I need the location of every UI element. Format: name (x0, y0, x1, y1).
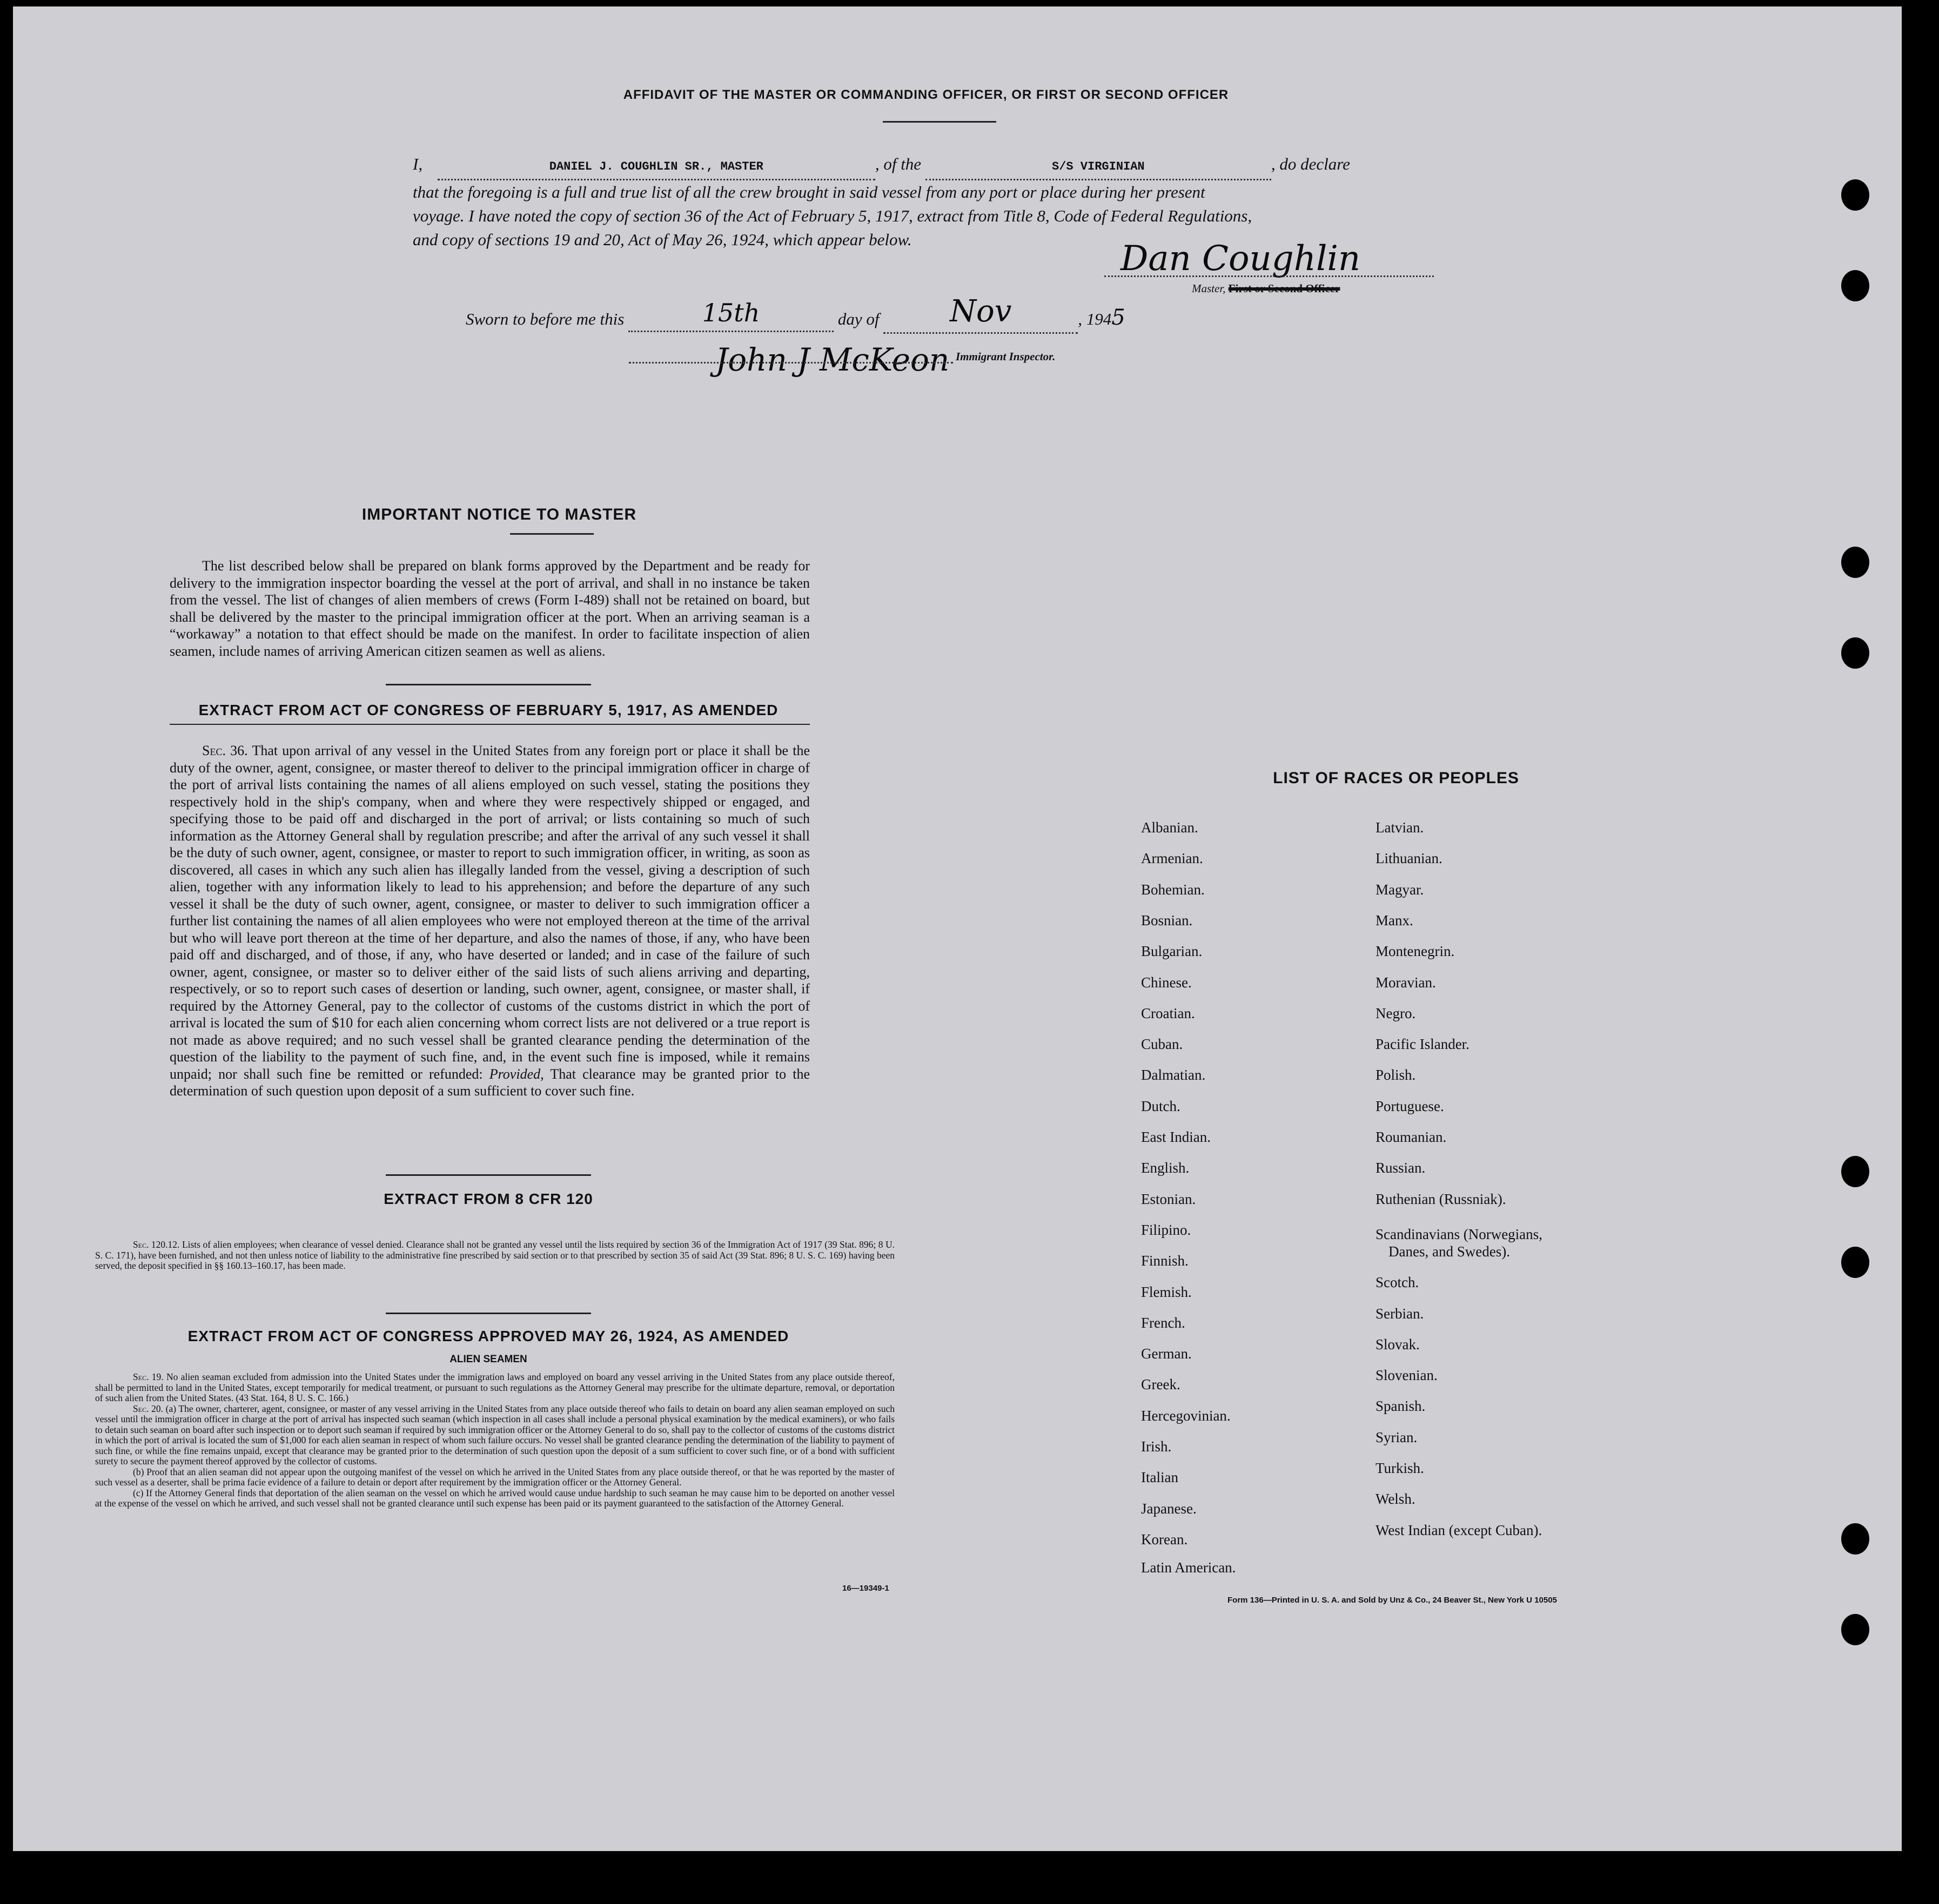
race-item: Syrian. (1376, 1429, 1418, 1445)
master-caption (1192, 282, 1340, 295)
sworn-day: 15th (702, 298, 760, 327)
race-item: Latin American. (1141, 1559, 1236, 1576)
race-item: Italian (1141, 1469, 1178, 1486)
race-item: Roumanian. (1376, 1129, 1447, 1145)
sworn-year-digit: 5 (1111, 305, 1125, 330)
affidavit-line-3: voyage. I have noted the copy of section 36 of the Act of February 5, 1917, extract from Title 8, Code of Federal Regulations, (413, 206, 1252, 225)
sec-19 (95, 1372, 895, 1404)
sec-36-label: Sec. 36. (202, 743, 248, 758)
sworn-label: Sworn to before me this (466, 310, 625, 328)
alien-seamen-subtitle: ALIEN SEAMEN (449, 1354, 527, 1365)
sec-19-label: Sec. 19. (133, 1371, 164, 1382)
race-item: Bosnian. (1141, 912, 1193, 929)
race-item: French. (1141, 1314, 1185, 1331)
affidavit-line-4: and copy of sections 19 and 20, Act of May 26, 1924, which appear below. (413, 230, 912, 249)
race-item: Latvian. (1376, 819, 1424, 836)
vessel-name: S/S VIRGINIAN (1052, 160, 1145, 173)
race-item: Hercegovinian. (1141, 1407, 1231, 1424)
race-item: Spanish. (1376, 1398, 1426, 1415)
divider (883, 121, 996, 123)
sworn-month: Nov (950, 294, 1012, 329)
race-item: Manx. (1376, 912, 1413, 929)
race-item: German. (1141, 1345, 1192, 1362)
race-item: Lithuanian. (1376, 850, 1442, 867)
race-item: Moravian. (1376, 974, 1436, 991)
races-title: LIST OF RACES OR PEOPLES (1273, 769, 1519, 787)
sec-20c: (c) If the Attorney General finds that deportation of the alien seaman on the vessel on which he arrived would cause undue hardship to such seaman he may cause him to be deported on another vessel at the expense of the vessel on which he arrived, and such vessel shall not be granted clearance until such expense has been paid or its payment guaranteed to the satisfaction of the Attorney General. (95, 1487, 895, 1509)
extract-1917-title: EXTRACT FROM ACT OF CONGRESS OF FEBRUARY 5, 1917, AS AMENDED (198, 702, 779, 718)
punch-hole (1841, 1156, 1869, 1187)
master-caption-text: Master, (1192, 282, 1226, 295)
race-item: Flemish. (1141, 1283, 1192, 1300)
punch-hole (1841, 270, 1869, 301)
form-footer: Form 136—Printed in U. S. A. and Sold by Unz & Co., 24 Beaver St., New York U 10505 (1227, 1596, 1557, 1605)
race-item: Ruthenian (Russniak). (1376, 1190, 1506, 1207)
cfr-text (95, 1240, 895, 1271)
race-item: Slovak. (1376, 1336, 1420, 1353)
inspector-signature: John J McKeon (715, 341, 950, 378)
of-the-label: , of the (875, 154, 922, 173)
punch-hole (1841, 637, 1869, 669)
print-code: 16—19349-1 (842, 1584, 889, 1593)
affidavit-line-2: that the foregoing is a full and true list of all the crew brought in said vessel from any port or place during her present (413, 183, 1205, 201)
divider (386, 684, 591, 685)
sec-20a (95, 1404, 895, 1467)
race-item: Dalmatian. (1141, 1067, 1206, 1084)
race-item: Estonian. (1141, 1190, 1196, 1207)
race-item: Danes, and Swedes). (1388, 1243, 1510, 1260)
divider (170, 724, 810, 725)
sec-120-12-label: Sec. 120.12. (133, 1239, 180, 1250)
race-item: West Indian (except Cuban). (1376, 1522, 1542, 1538)
race-item: Negro. (1376, 1005, 1416, 1021)
master-signature: Dan Coughlin (1121, 239, 1361, 279)
punch-hole (1841, 547, 1869, 578)
sec-19-body: No alien seaman excluded from admission into the United States under the immigration laws and employed on board any vessel arriving in the United States from any place outside thereof, shall be permitted to land in the United States, except temporarily for medical treatment, or pursuant to such regulations as the Attorney General may prescribe for the ultimate departure, removal, or deportation of such alien from the United States. (43 Stat. 164, 8 U. S. C. 166.) (95, 1371, 895, 1403)
affidavit-title: AFFIDAVIT OF THE MASTER OR COMMANDING OFFICER, OR FIRST OR SECOND OFFICER (623, 88, 1229, 102)
race-item: Portuguese. (1376, 1098, 1444, 1114)
race-item: Japanese. (1141, 1500, 1197, 1517)
race-item: Finnish. (1141, 1253, 1189, 1269)
notice-text (170, 557, 810, 660)
race-item: Chinese. (1141, 974, 1192, 991)
divider (510, 533, 594, 535)
race-item: Bulgarian. (1141, 943, 1203, 960)
race-item: Scotch. (1376, 1274, 1419, 1291)
race-item: Armenian. (1141, 850, 1203, 867)
race-item: Dutch. (1141, 1098, 1180, 1114)
document-page (13, 6, 1902, 1851)
inspector-signature-line (629, 362, 953, 364)
race-item: Slovenian. (1376, 1367, 1438, 1384)
punch-hole (1841, 1614, 1869, 1645)
race-item: Serbian. (1376, 1305, 1424, 1322)
extract-1917-text (170, 742, 810, 1100)
race-item: Filipino. (1141, 1221, 1191, 1238)
sec-120-12-body: Lists of alien employees; when clearance of vessel denied. Clearance shall not be granted any vessel until the lists required by section 36 of the Immigration Act of 1917 (39 Stat. 896; 8 U. S. C. 171), have been furnished, and not then unless notice of liability to the administrative fine prescribed by said section or to that prescribed by section 35 of said Act (39 Stat. 896; 8 U. S. C. 169) having been served, the deposit specified in §§ 160.13–160.17, has been made. (95, 1239, 895, 1271)
sec-20-label: Sec. 20. (133, 1403, 163, 1414)
race-item: Albanian. (1141, 819, 1198, 836)
race-item: Welsh. (1376, 1491, 1415, 1508)
race-item: Montenegrin. (1376, 943, 1455, 960)
race-item: Pacific Islander. (1376, 1036, 1470, 1053)
sec-36-end: That clearance may be granted prior to the determination of such question upon deposit of a sum sufficient to cover such fine. (170, 1066, 810, 1099)
punch-hole (1841, 1247, 1869, 1278)
race-item: Croatian. (1141, 1005, 1195, 1021)
inspector-caption: Immigrant Inspector. (956, 350, 1056, 363)
race-item: Scandinavians (Norwegians, (1376, 1226, 1542, 1242)
divider (386, 1174, 591, 1176)
race-item: Korean. (1141, 1531, 1188, 1548)
declare-label: , do declare (1271, 154, 1350, 173)
sec-36-body: That upon arrival of any vessel in the United States from any foreign port or place it shall be the duty of the owner, agent, consignee, or master thereof to deliver to the principal immigration officer in charge of the port of arrival lists containing the names of all aliens employed on such vessel, stating the positions they respectively hold in the ship's company, when and where they were respectively shipped or engaged, and specifying those to be paid off and discharged in the port of arrival; or lists containing so much of such information as the Attorney General shall by regulation prescribe; and after the arrival of any such vessel it shall be the duty of such owner, agent, consignee, or master to report to such immigration officer, in writing, as soon as discovered, all cases in which any such alien has illegally landed from the vessel, giving a description of such alien, together with any information likely to lead to his apprehension; and before the departure of any such vessel it shall be the duty of such owner, agent, consignee, or master to deliver to such immigration officer a further list containing the names of all alien employees who were not employed thereon at the time of the arrival but who will leave port thereon at the time of her departure, and also the names of those, if any, who have been paid off and discharged, and of those, if any, who have deserted or landed; and in case of the failure of such owner, agent, consignee, or master so to deliver either of the said lists of such aliens arriving and departing, respectively, or so to report such cases of desertion or landing, such owner, agent, consignee, or master shall, if required by the Attorney General, pay to the collector of customs of the customs district in which the port of arrival is located the sum of $10 for each alien concerning whom correct lists are not delivered or a true report is not made as above required; and no such vessel shall be granted clearance pending the determination of the question of the liability to the payment of such fine, and, in the event such fine is imposed, while it remains unpaid; nor shall such fine be remitted or refunded: (170, 743, 810, 1082)
provided-label: Provided, (489, 1066, 544, 1082)
race-item: Cuban. (1141, 1036, 1183, 1053)
affidavit-line-1 (413, 152, 1482, 180)
cfr-title: EXTRACT FROM 8 CFR 120 (384, 1190, 593, 1207)
affidavit-i-label: I, (413, 154, 423, 173)
punch-hole (1841, 1523, 1869, 1555)
punch-hole (1841, 179, 1869, 211)
race-item: Polish. (1376, 1067, 1416, 1084)
race-item: Magyar. (1376, 881, 1424, 898)
race-item: English. (1141, 1160, 1190, 1176)
race-item: Bohemian. (1141, 881, 1205, 898)
affidavit-statement (413, 152, 1482, 252)
sec-20b: (b) Proof that an alien seaman did not appear upon the outgoing manifest of the vessel on which he arrived in the United States from any place outside thereof, or that he was reported by the master of such vessel as a deserter, shall be prima facie evidence of a failure to detain or deport after requirement by the immigration officer or the Attorney General. (95, 1466, 895, 1488)
day-of-label: day of (837, 310, 880, 328)
sworn-year: , 194 (1078, 310, 1112, 328)
struck-officer-text: First or Second Officer (1228, 282, 1340, 295)
master-name: DANIEL J. COUGHLIN SR., MASTER (549, 160, 763, 173)
race-item: Turkish. (1376, 1460, 1424, 1476)
race-item: Irish. (1141, 1438, 1172, 1455)
sworn-line (466, 294, 1125, 334)
notice-body: The list described below shall be prepared on blank forms approved by the Department and be ready for delivery to the immigration inspector boarding the vessel at the port of arrival, and shall in no instance be taken from the vessel. The list of changes of alien members of crews (Form I-489) shall not be retained on board, but shall be delivered by the master to the principal immigration officer at the port. When an arriving seaman is a “workaway” a notation to that effect should be made on the manifest. In order to facilitate inspection of alien seamen, include names of arriving American citizen seamen as well as aliens. (170, 558, 810, 659)
race-item: Russian. (1376, 1160, 1426, 1176)
master-signature-line (1104, 275, 1434, 277)
race-item: East Indian. (1141, 1129, 1211, 1145)
extract-1924-title: EXTRACT FROM ACT OF CONGRESS APPROVED MAY 26, 1924, AS AMENDED (187, 1328, 789, 1344)
extract-1924-text (95, 1372, 895, 1509)
divider (386, 1313, 591, 1314)
sec-20a-body: (a) The owner, charterer, agent, consignee, or master of any vessel arriving in the United States from any place outside thereof who fails to detain on board any alien seaman employed on such vessel until the immigration officer in charge at the port of arrival has inspected such seaman (which inspection in all cases shall include a personal physical examination by the medical examiners), or who fails to detain such seaman on board after such inspection or to deport such seaman if required by such immigration officer or the Attorney General to do so, shall pay to the collector of customs of the customs district in which the port of arrival is located the sum of $1,000 for each alien seaman in respect of whom such failure occurs. No vessel shall be granted clearance pending the determination of the liability to payment of such fine, or while the fine remains unpaid, except that clearance may be granted prior to the determination of such question upon the deposit of a sum sufficient to cover such fine, or of a bond with sufficient surety to secure the payment thereof approved by the collector of customs. (95, 1403, 895, 1466)
race-item: Greek. (1141, 1376, 1180, 1393)
notice-title: IMPORTANT NOTICE TO MASTER (361, 506, 637, 523)
